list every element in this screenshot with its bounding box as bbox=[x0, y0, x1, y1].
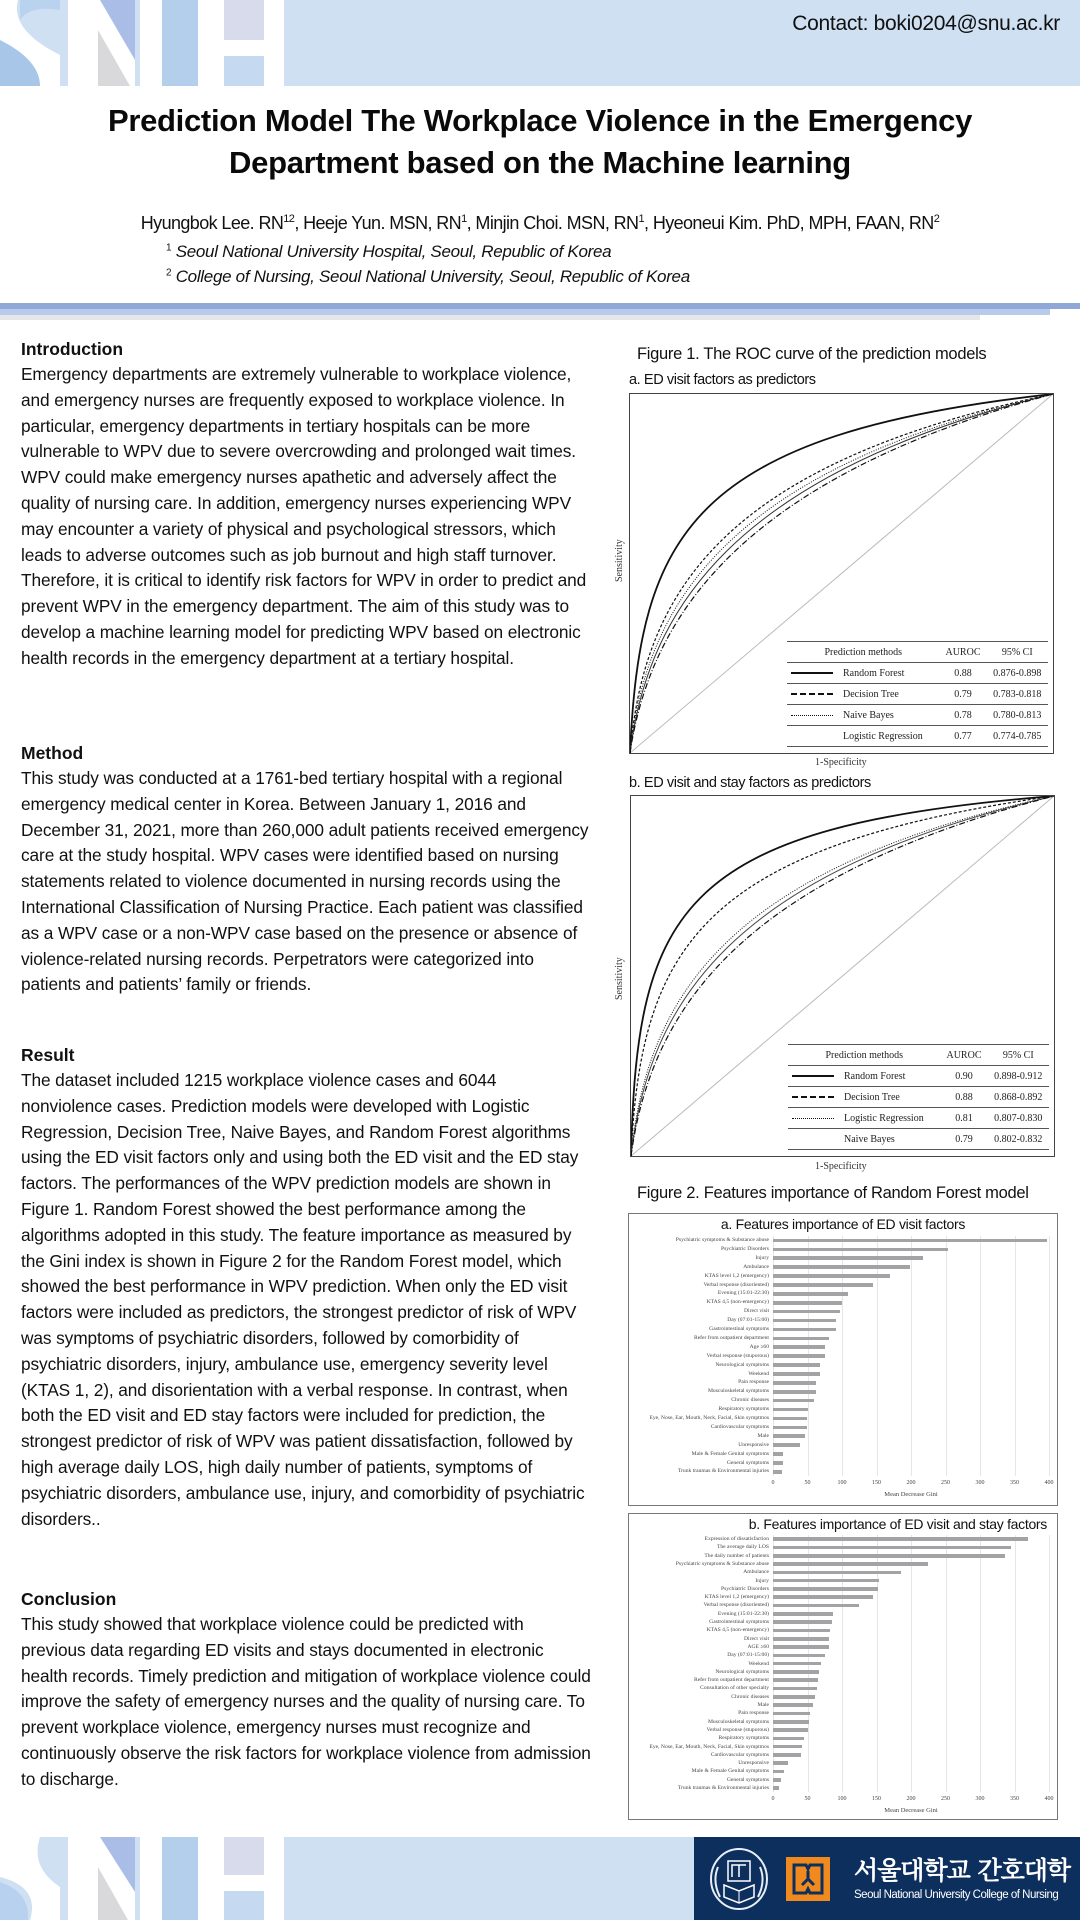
title-line-1: Prediction Model The Workplace Violence in the Emergency bbox=[107, 103, 973, 138]
affiliation-1: $^1$ Seoul National University Hospital, Seoul, Republic of Korea bbox=[166, 242, 612, 261]
bar-row bbox=[629, 1387, 1059, 1396]
bar-label: Evening (15:01-22:30) bbox=[717, 1290, 769, 1297]
bar-label: Musculoskeletal symptoms bbox=[707, 1718, 769, 1725]
bar bbox=[773, 1461, 783, 1465]
section-heading: Introduction bbox=[21, 339, 124, 359]
bar-row bbox=[629, 1272, 1059, 1281]
bar-row bbox=[629, 1289, 1059, 1298]
bar bbox=[773, 1554, 1005, 1558]
bar-row bbox=[629, 1441, 1059, 1450]
bar-label: Psychiatric Disorders bbox=[720, 1245, 769, 1252]
x-tick-label: 0 bbox=[771, 1480, 775, 1487]
bar bbox=[773, 1670, 819, 1674]
bar-row bbox=[629, 1552, 1059, 1560]
bar-row bbox=[629, 1577, 1059, 1585]
bar-label: Trunk traumas & Environmental injuries bbox=[677, 1468, 769, 1475]
bar-row bbox=[629, 1759, 1059, 1767]
nursing-college-icon bbox=[786, 1857, 830, 1901]
solid-line-icon bbox=[791, 672, 833, 674]
author: Hyungbok Lee. RN bbox=[140, 213, 284, 233]
bar-row bbox=[629, 1784, 1059, 1792]
bar bbox=[773, 1345, 825, 1349]
bar-label: Unresponsive bbox=[738, 1441, 769, 1448]
bar-row bbox=[629, 1450, 1059, 1459]
header-banner bbox=[0, 0, 1080, 86]
bar-label: The daily number of patients bbox=[704, 1552, 769, 1559]
poster-title bbox=[40, 100, 1040, 184]
bar-label: Neurological symptoms bbox=[715, 1668, 769, 1675]
bar-row bbox=[629, 1334, 1059, 1343]
bar-label: Musculoskeletal symptoms bbox=[707, 1388, 769, 1395]
x-tick-label: 250 bbox=[941, 1480, 950, 1487]
bar bbox=[773, 1695, 815, 1699]
bar-row bbox=[629, 1432, 1059, 1441]
contact-email: Contact: boki0204@snu.ac.kr bbox=[792, 12, 1060, 35]
chart-title: b. Features importance of ED visit and stay factors bbox=[748, 1516, 1047, 1532]
bar-plot-a bbox=[629, 1236, 1059, 1506]
affiliation-2: $^2$ College of Nursing, Seoul National University, Seoul, Republic of Korea bbox=[166, 267, 690, 286]
feature-importance-chart-a bbox=[628, 1213, 1058, 1506]
bar bbox=[773, 1620, 832, 1624]
legend-row: Random Forest 0.90 0.898-0.912 bbox=[788, 1066, 1049, 1087]
bar-label: Psychiatric Disorders bbox=[720, 1585, 769, 1592]
bar-label: KTAS 4,5 (non-emergency) bbox=[706, 1627, 769, 1634]
author: Minjin Choi. MSN, RN bbox=[475, 213, 639, 233]
bar bbox=[773, 1587, 878, 1591]
bar bbox=[773, 1248, 948, 1252]
bar-row bbox=[629, 1307, 1059, 1316]
chart-title: a. Features importance of ED visit factors bbox=[720, 1216, 966, 1232]
bar-row bbox=[629, 1767, 1059, 1775]
dotted-line-icon bbox=[791, 715, 833, 716]
bar-row bbox=[629, 1281, 1059, 1290]
bar-row bbox=[629, 1361, 1059, 1370]
bar-row bbox=[629, 1405, 1059, 1414]
bar-row bbox=[629, 1236, 1059, 1245]
bar bbox=[773, 1470, 782, 1474]
x-tick-label: 150 bbox=[872, 1480, 881, 1487]
legend-row: Decision Tree 0.79 0.783-0.818 bbox=[787, 684, 1048, 705]
bar-row bbox=[629, 1734, 1059, 1742]
bar-label: Male & Female Genital symptoms bbox=[691, 1450, 769, 1457]
bar-label: Gastrointestinal symptoms bbox=[709, 1326, 769, 1332]
x-tick-label: 100 bbox=[837, 1480, 847, 1487]
figure-1b-subtitle: b. ED visit and stay factors as predictors bbox=[629, 775, 871, 791]
roc-chart-a bbox=[629, 393, 1054, 754]
bar-label: Verbal response (stuporous) bbox=[706, 1726, 769, 1733]
bar-label: Verbal response (disoriented) bbox=[703, 1281, 769, 1288]
bar-row bbox=[629, 1396, 1059, 1405]
snuh-logo-icon bbox=[0, 0, 300, 86]
legend-row: Logistic Regression 0.77 0.774-0.785 bbox=[787, 726, 1048, 747]
legend-row: Naive Bayes 0.79 0.802-0.832 bbox=[788, 1129, 1049, 1150]
x-tick-label: 100 bbox=[837, 1796, 847, 1803]
bar-row bbox=[629, 1298, 1059, 1307]
snuh-logo-icon bbox=[0, 1837, 300, 1920]
x-axis-label: Mean Decrease Gini bbox=[884, 1807, 938, 1815]
y-axis-label: Sensitivity bbox=[614, 539, 625, 582]
bar-row bbox=[629, 1751, 1059, 1759]
bar-row bbox=[629, 1743, 1059, 1751]
x-tick-label: 0 bbox=[771, 1796, 775, 1803]
bar bbox=[773, 1337, 829, 1341]
bar-row bbox=[629, 1378, 1059, 1387]
bar bbox=[773, 1363, 820, 1367]
bar-label: Pain response bbox=[738, 1379, 769, 1386]
bar bbox=[773, 1712, 810, 1716]
x-tick-label: 200 bbox=[906, 1480, 916, 1487]
bar-row bbox=[629, 1660, 1059, 1668]
bar-row bbox=[629, 1643, 1059, 1651]
bar bbox=[773, 1571, 901, 1575]
bar-row bbox=[629, 1316, 1059, 1325]
bar-label: Chronic diseases bbox=[731, 1397, 769, 1404]
bar-row bbox=[629, 1585, 1059, 1593]
solid-line-icon bbox=[792, 1075, 834, 1077]
bar bbox=[773, 1426, 807, 1430]
section-result bbox=[21, 1042, 591, 1532]
bar-row bbox=[629, 1352, 1059, 1361]
bar bbox=[773, 1390, 816, 1394]
x-tick-label: 200 bbox=[906, 1796, 916, 1803]
bar-label: KTAS level 1,2 (emergency) bbox=[704, 1272, 769, 1279]
section-introduction bbox=[21, 336, 591, 672]
bar-row bbox=[629, 1635, 1059, 1643]
bar-label: Verbal response (stuporous) bbox=[706, 1352, 769, 1359]
x-axis-label: Mean Decrease Gini bbox=[884, 1491, 938, 1499]
section-body: This study was conducted at a 1761-bed tertiary hospital with a regional emergency medical center in Korea. Between January 1, 2016 and December 31, 2021, more than 260,000 adult patients received emergency care at the study hospital. WPV cases were identified based on nursing statements related to violence documented in nursing records using the International Classification of Nursing Practice. Each patient was classified as a WPV case or a non-WPV case based on the presence or absence of violence-related nursing records. Perpetrators were categorized into patients and patients’ family or friends. bbox=[21, 768, 589, 995]
bar bbox=[773, 1737, 804, 1741]
bar-label: Direct visit bbox=[743, 1308, 769, 1315]
bar-label: Age ≥60 bbox=[749, 1343, 769, 1350]
bar-row bbox=[629, 1626, 1059, 1634]
x-axis-label: 1-Specificity bbox=[815, 1161, 867, 1172]
bar bbox=[773, 1604, 859, 1608]
bar bbox=[773, 1770, 784, 1774]
section-method bbox=[21, 740, 591, 998]
bar-label: Injury bbox=[755, 1254, 769, 1261]
bar-row bbox=[629, 1684, 1059, 1692]
section-heading: Conclusion bbox=[21, 1589, 117, 1609]
section-body: The dataset included 1215 workplace violence cases and 6044 nonviolence cases. Prediction models were developed with Logistic Regression, Decision Tree, Naive Bayes, and Random Forest algorithms using the ED visit factors only and using both the ED visit and the ED stay factors. The performances of the WPV prediction models are shown in Figure 1. Random Forest showed the best performance among the algorithms adopted in this study. The feature importance as measured by the Gini index is shown in Figure 2 for the Random Forest model, which showed the best performance in WPV prediction. When only the ED visit factors were included as predictors, the strongest predictor of risk of WPV was symptoms of psychiatric disorders, followed by comorbidity of psychiatric disorders, injury, ambulance use, emergency severity level (KTAS 1, 2), and disorientation with a verbal response. In contrast, when both the ED visit and ED stay factors were included for prediction, the strongest predictor of risk of WPV was patient dissatisfaction, followed by high average daily LOS, high daily number of patients, symptoms of psychiatric disorders, ambulance use, injury, and comorbidity of psychiatric disorders.. bbox=[21, 1070, 585, 1529]
bar bbox=[773, 1678, 818, 1682]
bar-label: Eye, Nose, Ear, Mouth, Neck, Facial, Skin symptmos bbox=[649, 1415, 769, 1421]
bar-row bbox=[629, 1370, 1059, 1379]
bar-label: Respiratory symptoms bbox=[718, 1406, 769, 1413]
figure-1a-subtitle: a. ED visit factors as predictors bbox=[629, 372, 816, 388]
bar-label: Ambulance bbox=[743, 1569, 769, 1576]
dashed-line-icon bbox=[792, 1096, 834, 1098]
bar bbox=[773, 1546, 1011, 1550]
bar-label: Psychiatric symptoms & Substance abuse bbox=[675, 1560, 769, 1567]
bar-label: Cardiovascular symptoms bbox=[710, 1751, 769, 1758]
bar bbox=[773, 1562, 928, 1566]
bar-row bbox=[629, 1601, 1059, 1609]
feature-importance-chart-b bbox=[628, 1513, 1058, 1820]
bar-label: Day (07:01-15:00) bbox=[727, 1652, 769, 1659]
bar-row bbox=[629, 1414, 1059, 1423]
bar-label: Verbal response (disoriented) bbox=[703, 1602, 769, 1609]
bar-row bbox=[629, 1718, 1059, 1726]
dotted-line-icon bbox=[792, 1118, 834, 1119]
legend-row: Naive Bayes 0.78 0.780-0.813 bbox=[787, 705, 1048, 726]
bar-row bbox=[629, 1560, 1059, 1568]
bar-row bbox=[629, 1776, 1059, 1784]
bar-row bbox=[629, 1325, 1059, 1334]
bar bbox=[773, 1381, 816, 1385]
bar-label: Pain response bbox=[738, 1710, 769, 1717]
bar-label: Male bbox=[757, 1702, 769, 1708]
bar-row bbox=[629, 1568, 1059, 1576]
bar-row bbox=[629, 1618, 1059, 1626]
x-tick-label: 400 bbox=[1044, 1796, 1054, 1803]
college-name-korean: 서울대학교 간호대학 bbox=[854, 1856, 1071, 1885]
bar bbox=[773, 1265, 910, 1269]
bar bbox=[773, 1283, 873, 1287]
roc-legend-table-a: Prediction methods AUROC 95% CI Random Forest 0.88 0.876-0.898 Decision Tree 0.79 0.783-0.818 Naive Bayes 0.78 0.780-0.813 Logistic Regression 0.77 0.774-0.785 bbox=[787, 641, 1048, 747]
bar-label: Refer from outpatient department bbox=[693, 1334, 769, 1341]
bar-label: Direct visit bbox=[743, 1635, 769, 1642]
bar bbox=[773, 1761, 788, 1765]
bar bbox=[773, 1753, 801, 1757]
bar bbox=[773, 1687, 817, 1691]
bar-label: Male bbox=[757, 1432, 769, 1439]
x-tick-label: 50 bbox=[804, 1480, 811, 1487]
bar-label: AGE ≥60 bbox=[747, 1643, 769, 1650]
bar bbox=[773, 1399, 814, 1403]
author: Hyeoneui Kim. PhD, MPH, FAAN, RN bbox=[652, 213, 934, 233]
bar bbox=[773, 1537, 1028, 1541]
bar bbox=[773, 1786, 779, 1790]
legend-row: Random Forest 0.88 0.876-0.898 bbox=[787, 663, 1048, 684]
bar-label: General symptoms bbox=[726, 1776, 769, 1783]
bar bbox=[773, 1728, 808, 1732]
bar-label: KTAS level 1,2 (emergency) bbox=[704, 1594, 769, 1601]
bar bbox=[773, 1354, 825, 1358]
bar bbox=[773, 1408, 808, 1412]
bar-row bbox=[629, 1651, 1059, 1659]
bar-label: KTAS 4,5 (non-emergency) bbox=[706, 1299, 769, 1306]
title-line-2: Department based on the Machine learning bbox=[229, 145, 851, 180]
bar-label: Eye, Nose, Ear, Mouth, Neck, Facial, Skin symptmos bbox=[649, 1743, 769, 1750]
roc-chart-b bbox=[630, 795, 1055, 1157]
section-conclusion bbox=[21, 1586, 591, 1793]
figure-2-title: Figure 2. Features importance of Random Forest model bbox=[637, 1184, 1029, 1202]
bar-label: Day (07:01-15:00) bbox=[727, 1317, 769, 1324]
bar bbox=[773, 1720, 809, 1724]
x-tick-label: 150 bbox=[872, 1796, 881, 1803]
bar-row bbox=[629, 1245, 1059, 1254]
author-list: Hyungbok Lee. RN$^{12}$, Heeje Yun. MSN, $RN^1$, Minjin Choi. MSN, $RN^1$, Hyeoneui Kim. PhD, MPH, FAAN, $RN^2$ bbox=[140, 213, 940, 233]
section-heading: Method bbox=[21, 743, 84, 763]
x-tick-label: 300 bbox=[975, 1796, 985, 1803]
bar bbox=[773, 1417, 807, 1421]
bar bbox=[773, 1301, 842, 1305]
bar bbox=[773, 1703, 813, 1707]
bar-label: Ambulance bbox=[743, 1263, 769, 1270]
bar-row bbox=[629, 1467, 1059, 1476]
bar-plot-b bbox=[629, 1535, 1059, 1820]
bar-row bbox=[629, 1254, 1059, 1263]
bar bbox=[773, 1443, 800, 1447]
bar-row bbox=[629, 1535, 1059, 1543]
bar bbox=[773, 1319, 836, 1323]
bar-row bbox=[629, 1676, 1059, 1684]
bar bbox=[773, 1256, 923, 1260]
bar bbox=[773, 1310, 840, 1314]
author: Heeje Yun. MSN, RN bbox=[303, 213, 462, 233]
bar bbox=[773, 1579, 879, 1583]
section-body: Emergency departments are extremely vulnerable to workplace violence, and emergency nurses are frequently exposed to workplace violence. In particular, emergency departments in tertiary hospitals can be more vulnerable to WPV due to severe overcrowding and prolonged wait times. WPV could make emergency nurses apathetic and adversely affect the quality of nursing care. In addition, emergency nurses experiencing WPV may encounter a variety of physical and psychological stressors, which leads to adverse outcomes such as job burnout and high staff turnover. Therefore, it is critical to identify risk factors for WPV in order to predict and prevent WPV in the emergency department. The aim of this study was to develop a machine learning model for predicting WPV based on electronic health records in the emergency department at a tertiary hospital. bbox=[21, 364, 587, 668]
bar-label: Gastrointestinal symptoms bbox=[709, 1619, 769, 1625]
bar bbox=[773, 1595, 873, 1599]
bar-label: Respiratory symptoms bbox=[718, 1735, 769, 1742]
bar bbox=[773, 1239, 1047, 1243]
bar bbox=[773, 1372, 820, 1376]
bar-row bbox=[629, 1593, 1059, 1601]
x-axis-label: 1-Specificity bbox=[815, 757, 867, 768]
bar bbox=[773, 1637, 829, 1641]
bar bbox=[773, 1612, 833, 1616]
bar-label: Evening (15:01-22:30) bbox=[717, 1610, 769, 1617]
bar-row bbox=[629, 1459, 1059, 1468]
bar-label: Chronic diseases bbox=[731, 1693, 769, 1700]
section-heading: Result bbox=[21, 1045, 75, 1065]
college-name-english: Seoul National University College of Nursing bbox=[854, 1889, 1059, 1901]
x-tick-label: 50 bbox=[804, 1796, 811, 1803]
roc-legend-table-b: Prediction methods AUROC 95% CI Random Forest 0.90 0.898-0.912 Decision Tree 0.88 0.868-0.892 Logistic Regression 0.81 0.807-0.830 Naive Bayes 0.79 0.802-0.832 bbox=[788, 1044, 1049, 1150]
x-tick-label: 400 bbox=[1044, 1480, 1054, 1487]
legend-row: Logistic Regression 0.81 0.807-0.830 bbox=[788, 1108, 1049, 1129]
x-tick-label: 250 bbox=[941, 1796, 950, 1803]
bar-label: The average daily LOS bbox=[716, 1544, 769, 1551]
bar-row bbox=[629, 1423, 1059, 1432]
y-axis-label: Sensitivity bbox=[614, 957, 625, 1000]
bar-row bbox=[629, 1701, 1059, 1709]
bar bbox=[773, 1745, 802, 1749]
bar-row bbox=[629, 1343, 1059, 1352]
dashed-line-icon bbox=[791, 693, 833, 695]
figure-1-title: Figure 1. The ROC curve of the prediction models bbox=[637, 345, 987, 363]
bar-row bbox=[629, 1709, 1059, 1717]
bar bbox=[773, 1654, 825, 1658]
bar-label: Trunk traumas & Environmental injuries bbox=[677, 1785, 769, 1791]
bar bbox=[773, 1452, 783, 1456]
bar bbox=[773, 1645, 829, 1649]
bar-label: Consultation of other specialty bbox=[700, 1685, 769, 1692]
bar-row bbox=[629, 1726, 1059, 1734]
section-body: This study showed that workplace violence could be predicted with previous data regarding ED visits and stays documented in electronic health records. Timely prediction and mitigation of workplace violence could improve the safety of emergency nurses and the quality of nursing care. To prevent workplace violence, emergency nurses must recognize and continuously observe the risk factors for workplace violence from admission to discharge. bbox=[21, 1614, 591, 1789]
bar bbox=[773, 1274, 890, 1278]
bar-label: Neurological symptoms bbox=[715, 1361, 769, 1368]
legend-row: Decision Tree 0.88 0.868-0.892 bbox=[788, 1087, 1049, 1108]
bar bbox=[773, 1629, 830, 1633]
college-logo-block bbox=[694, 1837, 1080, 1920]
bar-label: Psychiatric symptoms & Substance abuse bbox=[675, 1237, 769, 1243]
bar bbox=[773, 1662, 821, 1666]
bar-label: Injury bbox=[755, 1577, 769, 1584]
x-tick-label: 350 bbox=[1010, 1480, 1019, 1487]
university-emblem-icon bbox=[708, 1847, 770, 1911]
bar-label: General symptoms bbox=[726, 1459, 769, 1466]
bar-label: Unresponsive bbox=[738, 1760, 769, 1767]
bar-row bbox=[629, 1263, 1059, 1272]
bar-row bbox=[629, 1543, 1059, 1551]
x-tick-label: 300 bbox=[975, 1480, 985, 1487]
bar-label: Refer from outpatient department bbox=[693, 1677, 769, 1684]
bar-label: Weekend bbox=[748, 1660, 769, 1667]
bar-label: Expression of dissatisfaction bbox=[704, 1536, 769, 1542]
x-tick-label: 350 bbox=[1010, 1796, 1019, 1803]
bar-row bbox=[629, 1693, 1059, 1701]
bar-label: Cardiovascular symptoms bbox=[710, 1423, 769, 1430]
bar bbox=[773, 1328, 836, 1332]
bar-row bbox=[629, 1668, 1059, 1676]
bar bbox=[773, 1292, 848, 1296]
divider-band bbox=[0, 315, 980, 320]
bar bbox=[773, 1778, 781, 1782]
bar-label: Male & Female Genital symptoms bbox=[691, 1768, 769, 1775]
bar-label: Weekend bbox=[748, 1370, 769, 1377]
bar-row bbox=[629, 1610, 1059, 1618]
bar bbox=[773, 1434, 805, 1438]
